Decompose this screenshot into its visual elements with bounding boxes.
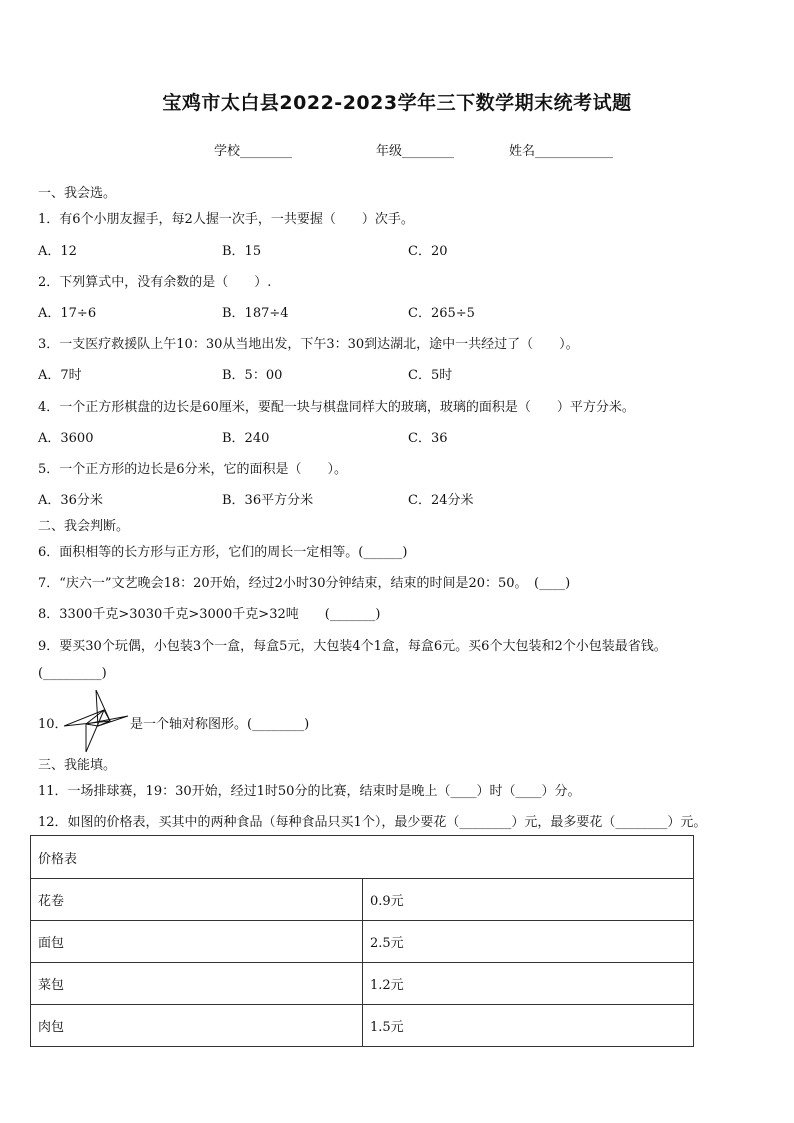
option-a: A．7时: [38, 368, 82, 383]
section-heading: 二、我会判断。: [38, 519, 130, 534]
option-a: A．17÷6: [38, 306, 97, 321]
question-6: 6．面积相等的长方形与正方形，它们的周长一定相等。(______): [38, 545, 408, 560]
question-8: 8．3300千克>3030千克>3000千克>32吨 (_______): [38, 607, 381, 622]
option-b: B．187÷4: [222, 306, 289, 321]
question-1: 1．有6个小朋友握手，每2人握一次手，一共要握（ ）次手。: [38, 212, 414, 227]
item-cell: 肉包: [31, 1005, 363, 1047]
price-cell: 1.2元: [363, 963, 694, 1005]
option-b: B．36平方分米: [222, 493, 314, 508]
question-9: 9．要买30个玩偶，小包装3个一盒，每盒5元，大包装4个1盒，每盒6元。买6个大包装和2个小包装最省钱。: [38, 639, 667, 654]
answer-blank: (_________): [38, 666, 107, 681]
price-cell: 1.5元: [363, 1005, 694, 1047]
question-7: 7．“庆六一”文艺晚会18：20开始，经过2小时30分钟结束，结束的时间是20：50。 (____): [38, 576, 571, 591]
price-table: [30, 835, 694, 1047]
grade-field: 年级________: [376, 144, 455, 159]
table-title: 价格表: [31, 836, 694, 879]
item-cell: 菜包: [31, 963, 363, 1005]
question-2: 2．下列算式中，没有余数的是（ ）.: [38, 275, 272, 290]
page-title: 宝鸡市太白县2022-2023学年三下数学期末统考试题: [162, 92, 632, 114]
option-a: A．3600: [38, 431, 94, 446]
school-field: 学校________: [214, 144, 293, 159]
item-cell: 花卷: [31, 879, 363, 921]
name-field: 姓名____________: [509, 144, 614, 159]
table-row: [31, 963, 694, 1005]
option-c: C．24分米: [408, 493, 474, 508]
question-10-number: 10．: [38, 717, 68, 732]
table-row: [31, 921, 694, 963]
question-11: 11．一场排球赛，19：30开始，经过1时50分的比赛，结束时是晚上（____）时（____）分。: [38, 784, 581, 799]
option-c: C．36: [408, 431, 448, 446]
section-heading: 三、我能填。: [38, 758, 117, 773]
option-c: C．5时: [408, 368, 453, 383]
item-cell: 面包: [31, 921, 363, 963]
option-b: B．240: [222, 431, 270, 446]
option-b: B．5：00: [222, 368, 283, 383]
question-5: 5．一个正方形的边长是6分米，它的面积是（ ）。: [38, 462, 348, 477]
option-a: A．12: [38, 244, 77, 259]
price-cell: 0.9元: [363, 879, 694, 921]
question-10-text: 是一个轴对称图形。(________): [130, 717, 310, 732]
pinwheel-figure: [64, 690, 132, 752]
question-3: 3．一支医疗救援队上午10：30从当地出发，下午3：30到达湖北，途中一共经过了（ ）。: [38, 337, 579, 352]
option-b: B．15: [222, 244, 262, 259]
question-4: 4．一个正方形棋盘的边长是60厘米，要配一块与棋盘同样大的玻璃，玻璃的面积是（ ）平方分米。: [38, 400, 635, 415]
option-c: C．265÷5: [408, 306, 475, 321]
table-row: [31, 879, 694, 921]
table-row: [31, 1005, 694, 1047]
question-12: 12．如图的价格表，买其中的两种食品（每种食品只买1个），最少要花（________）元，最多要花（________）元。: [38, 815, 707, 830]
price-cell: 2.5元: [363, 921, 694, 963]
option-a: A．36分米: [38, 493, 103, 508]
section-heading: 一、我会选。: [38, 186, 117, 201]
option-c: C．20: [408, 244, 448, 259]
